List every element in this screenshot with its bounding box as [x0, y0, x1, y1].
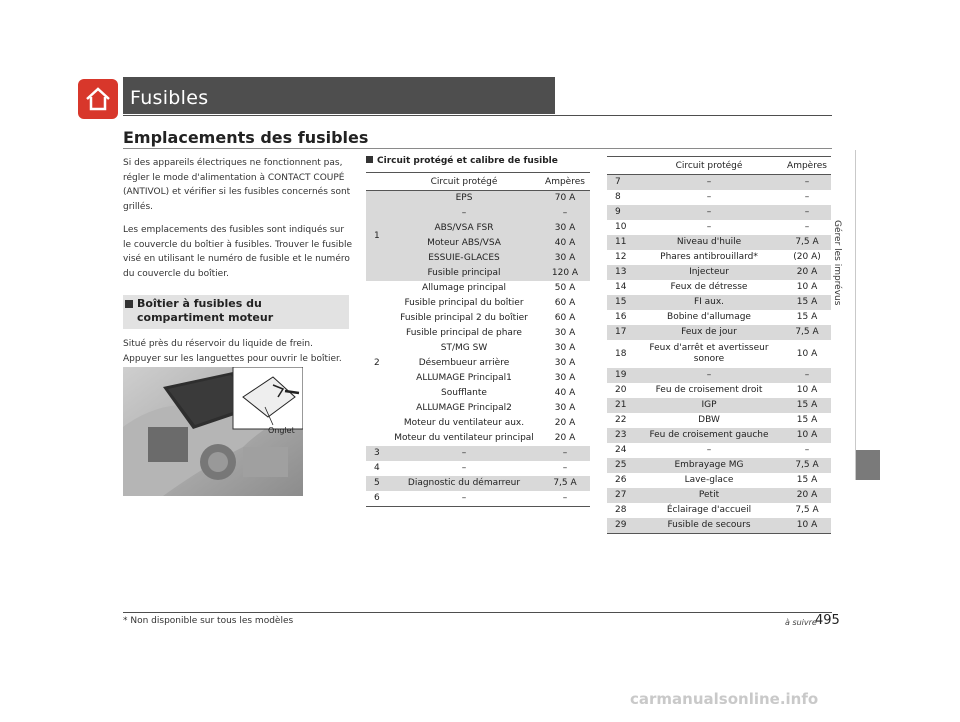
table-row [607, 220, 831, 235]
circuit-cell: ALLUMAGE Principal2 [416, 403, 512, 413]
circuit-cell: Soufflante [441, 388, 487, 398]
circuit-cell: Feu de croisement gauche [635, 428, 783, 443]
fuse-number-cell: 27 [607, 488, 635, 503]
amps-cell: – [804, 192, 810, 202]
circuit-cell: – [635, 368, 783, 383]
table-row [366, 251, 590, 266]
table-row [607, 518, 831, 534]
fuse-number-cell: 25 [607, 458, 635, 473]
fuse-number-cell: 14 [615, 282, 627, 292]
home-icon[interactable] [78, 79, 118, 119]
amps-cell: 7,5 A [795, 505, 819, 515]
fuse-number-cell: 23 [607, 428, 635, 443]
table-row [607, 413, 831, 428]
table-row [607, 235, 831, 250]
fuse-number-cell: 4 [374, 463, 380, 473]
fuse-number-cell: 18 [615, 348, 627, 359]
circuit-cell: ABS/VSA FSR [388, 221, 540, 236]
amps-cell: 10 A [796, 385, 818, 395]
table-row [366, 356, 590, 371]
circuit-cell: Feu de croisement droit [655, 385, 763, 395]
fuse-number-cell: 5 [366, 476, 388, 491]
circuit-cell: Injecteur [635, 265, 783, 280]
fuse-number-cell: 11 [607, 235, 635, 250]
page-title-bar [123, 77, 555, 114]
amps-cell: 20 A [554, 433, 576, 443]
circuit-cell: Moteur ABS/VSA [388, 236, 540, 251]
amps-cell: – [783, 368, 831, 383]
col-header-amps: Ampères [783, 157, 831, 175]
amps-cell: – [783, 175, 831, 191]
table-row [366, 401, 590, 416]
table-row [366, 311, 590, 326]
col-header-amps: Ampères [540, 173, 590, 191]
amps-cell: 20 A [554, 418, 576, 428]
table-row [366, 266, 590, 281]
table-heading: Circuit protégé et calibre de fusible [366, 156, 558, 166]
amps-cell: 120 A [540, 266, 590, 281]
subsection-title-line2: compartiment moteur [137, 311, 274, 324]
amps-cell: 10 A [796, 348, 818, 359]
table-row [607, 250, 831, 265]
fuse-number-cell: 9 [607, 205, 635, 220]
amps-cell: 7,5 A [783, 325, 831, 340]
circuit-cell: Petit [635, 488, 783, 503]
circuit-cell: IGP [635, 398, 783, 413]
table-row [607, 280, 831, 295]
table-header-row [366, 173, 590, 191]
circuit-cell: Fusible de secours [635, 518, 783, 534]
chapter-tab-marker[interactable] [856, 450, 880, 480]
table-row [366, 281, 590, 296]
amps-cell: 30 A [554, 343, 576, 353]
header-rule [123, 115, 832, 116]
amps-cell: – [540, 446, 590, 461]
amps-cell: – [804, 222, 810, 232]
amps-cell: 15 A [796, 312, 818, 322]
continued-label: à suivre [785, 618, 817, 627]
table-row [366, 491, 590, 507]
amps-cell: 7,5 A [783, 235, 831, 250]
circuit-cell: Feux de détresse [670, 282, 748, 292]
table-row [366, 296, 590, 311]
circuit-cell: EPS [388, 191, 540, 207]
fuse-number-cell: 6 [366, 491, 388, 507]
fuse-table-2 [607, 156, 831, 534]
table-row [366, 191, 590, 207]
circuit-cell: Fusible principal [388, 266, 540, 281]
intro-paragraph-2: Les emplacements des fusibles sont indiqués sur le couvercle du boîtier à fusibles. Trouver le fusible visé en utilisant le numéro de fusible et le numéro du couvercle du boîtier. [123, 225, 353, 279]
table-row [366, 326, 590, 341]
amps-cell: – [540, 491, 590, 507]
amps-cell: 70 A [540, 191, 590, 207]
fuse-number-cell: 15 [607, 295, 635, 310]
amps-cell: 15 A [796, 415, 818, 425]
table-row [607, 398, 831, 413]
fuse-number-cell: 3 [366, 446, 388, 461]
table-row [607, 265, 831, 280]
table-row [607, 205, 831, 220]
circuit-cell: Éclairage d'accueil [666, 505, 752, 515]
circuit-cell: – [388, 446, 540, 461]
col-header-circuit: Circuit protégé [635, 157, 783, 175]
amps-cell: 10 A [796, 282, 818, 292]
circuit-cell: Embrayage MG [635, 458, 783, 473]
circuit-cell: – [388, 206, 540, 221]
section-rule [123, 148, 832, 149]
amps-cell: – [562, 463, 568, 473]
circuit-cell: Moteur du ventilateur principal [394, 433, 534, 443]
table-row [366, 371, 590, 386]
table-row [607, 383, 831, 398]
amps-cell: 15 A [783, 295, 831, 310]
footnote: * Non disponible sur tous les modèles [123, 616, 294, 626]
circuit-cell: ALLUMAGE Principal1 [416, 373, 512, 383]
circuit-cell: Feux d'arrêt et avertisseur sonore [649, 343, 769, 364]
amps-cell: 30 A [554, 373, 576, 383]
fuse-number-cell: 17 [607, 325, 635, 340]
fuse-number-cell: 8 [615, 192, 621, 202]
chapter-tab-label[interactable]: Gérer les imprévus [832, 220, 842, 306]
circuit-cell: Désembueur arrière [418, 358, 510, 368]
amps-cell: 15 A [796, 475, 818, 485]
table-row [607, 295, 831, 310]
circuit-cell: – [461, 463, 467, 473]
table-row [607, 443, 831, 458]
amps-cell: – [804, 445, 810, 455]
amps-cell: 40 A [554, 388, 576, 398]
amps-cell: 50 A [554, 283, 576, 293]
section-title: Emplacements des fusibles [123, 128, 369, 147]
circuit-cell: Fusible principal du boîtier [404, 298, 524, 308]
page-number: 495 [815, 613, 840, 628]
circuit-cell: – [635, 205, 783, 220]
fuse-number-cell: 29 [607, 518, 635, 534]
tab-label: Onglet [268, 426, 295, 435]
circuit-cell: Diagnostic du démarreur [388, 476, 540, 491]
table-row [366, 476, 590, 491]
amps-cell: 30 A [554, 358, 576, 368]
circuit-cell: Fusible principal de phare [406, 328, 522, 338]
amps-cell: 15 A [783, 398, 831, 413]
col-header-circuit: Circuit protégé [388, 173, 540, 191]
fuse-group-number: 2 [366, 281, 388, 446]
table-row [366, 416, 590, 431]
table-row [607, 190, 831, 205]
circuit-cell: Feux de jour [635, 325, 783, 340]
fuse-number-cell: 21 [607, 398, 635, 413]
watermark: carmanualsonline.info [630, 690, 819, 708]
fuse-number-cell: 28 [615, 505, 627, 515]
table-row [366, 341, 590, 356]
fuse-number-cell: 24 [615, 445, 627, 455]
table-header-row [607, 157, 831, 175]
circuit-cell: – [706, 445, 712, 455]
amps-cell: – [783, 205, 831, 220]
fuse-group-number: 1 [366, 191, 388, 282]
amps-cell: 40 A [540, 236, 590, 251]
table-row [607, 458, 831, 473]
circuit-cell: Phares antibrouillard* [660, 252, 758, 262]
table-row [607, 503, 831, 518]
circuit-cell: – [635, 175, 783, 191]
table-row [366, 206, 590, 221]
bullet-square-icon [125, 300, 133, 308]
circuit-cell: ESSUIE-GLACES [388, 251, 540, 266]
fuse-number-cell: 12 [615, 252, 627, 262]
fuse-number-cell: 26 [615, 475, 627, 485]
circuit-cell: Fusible principal 2 du boîtier [400, 313, 528, 323]
fuse-number-cell: 22 [615, 415, 627, 425]
table-row [366, 461, 590, 476]
circuit-cell: – [706, 192, 712, 202]
house-glyph-icon [84, 85, 112, 113]
circuit-cell: – [388, 491, 540, 507]
table-row [366, 431, 590, 446]
fuse-number-cell: 7 [607, 175, 635, 191]
amps-cell: 7,5 A [783, 458, 831, 473]
table-row [607, 310, 831, 325]
amps-cell: (20 A) [793, 252, 821, 262]
table-row [607, 473, 831, 488]
amps-cell: – [540, 206, 590, 221]
amps-cell: 30 A [540, 251, 590, 266]
table-row [607, 368, 831, 383]
fuse-number-cell: 16 [615, 312, 627, 322]
amps-cell: 30 A [554, 403, 576, 413]
amps-cell: 7,5 A [540, 476, 590, 491]
amps-cell: 20 A [783, 265, 831, 280]
circuit-cell: Moteur du ventilateur aux. [403, 418, 525, 428]
subsection-description: Situé près du réservoir du liquide de frein. Appuyer sur les languettes pour ouvrir le boîtier. [123, 339, 342, 364]
table-row [607, 428, 831, 443]
table-row [607, 325, 831, 340]
table-row [607, 488, 831, 503]
fuse-number-cell: 20 [615, 385, 627, 395]
amps-cell: 30 A [540, 221, 590, 236]
page-title: Fusibles [130, 87, 209, 109]
table-row [366, 221, 590, 236]
circuit-cell: DBW [698, 415, 720, 425]
side-divider [855, 150, 856, 480]
table-row [366, 236, 590, 251]
amps-cell: 30 A [554, 328, 576, 338]
footer-rule [123, 612, 832, 613]
circuit-cell: FI aux. [635, 295, 783, 310]
circuit-cell: ST/MG SW [440, 343, 488, 353]
intro-paragraph-1: Si des appareils électriques ne fonctionnent pas, régler le mode d'alimentation à CONTACT COUPÉ (ANTIVOL) et vérifier si les fusibles concernés sont grillés. [123, 158, 351, 212]
fuse-number-cell: 13 [607, 265, 635, 280]
amps-cell: 60 A [554, 298, 576, 308]
circuit-cell: Niveau d'huile [635, 235, 783, 250]
table-row [366, 446, 590, 461]
circuit-cell: Lave-glace [684, 475, 734, 485]
circuit-cell: – [706, 222, 712, 232]
table-row [607, 340, 831, 368]
amps-cell: 60 A [554, 313, 576, 323]
fuse-number-cell: 10 [615, 222, 627, 232]
table-row [607, 175, 831, 191]
subsection-title-line1: Boîtier à fusibles du [137, 297, 262, 310]
amps-cell: 10 A [783, 518, 831, 534]
circuit-cell: Bobine d'allumage [667, 312, 751, 322]
table-row [366, 386, 590, 401]
amps-cell: 10 A [783, 428, 831, 443]
bullet-square-icon [366, 156, 373, 163]
fuse-number-cell: 19 [607, 368, 635, 383]
subsection-heading [123, 295, 349, 329]
amps-cell: 20 A [783, 488, 831, 503]
circuit-cell: Allumage principal [421, 283, 507, 293]
fuse-table-1 [366, 172, 590, 507]
